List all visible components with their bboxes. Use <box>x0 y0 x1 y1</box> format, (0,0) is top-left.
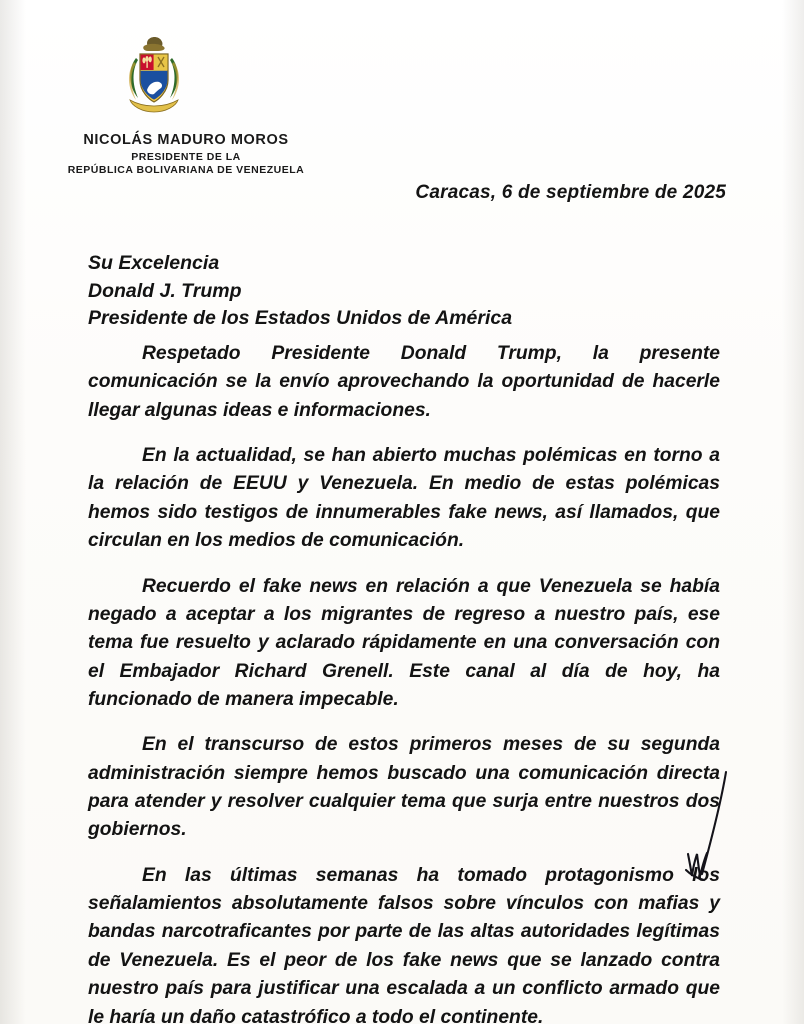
addressee-honorific: Su Excelencia <box>88 252 220 274</box>
letterhead-role: PRESIDENTE DE LA <box>131 150 241 163</box>
body-paragraph: En la actualidad, se han abierto muchas polémicas en torno a la relación de EEUU y Venezuela. En medio de estas polémicas hemos sido testigos de innumerables fake news, así llamados, que circulan en los medios de comunicación. <box>88 445 720 552</box>
body-paragraph: En el transcurso de estos primeros meses de su segunda administración siempre hemos buscado una comunicación directa para atender y resolver cualquier tema que surja entre nuestros dos gobiernos. <box>88 734 720 841</box>
addressee-name: Donald J. Trump <box>88 279 242 302</box>
letterhead-text <box>56 132 316 177</box>
body-paragraph: Recuerdo el fake news en relación a que Venezuela se había negado a aceptar a los migrantes de regreso a nuestro país, ese tema fue resuelto y aclarado rápidamente en una conversación con el Embajador Richard Grenell. Este canal al día de hoy, ha funcionado de manera impecable. <box>88 575 720 710</box>
letterhead <box>56 34 376 177</box>
letter-body <box>88 340 720 1032</box>
body-paragraph: En las últimas semanas ha tomado protagonismo los señalamientos absolutamente falsos sobre vínculos con mafias y bandas narcotraficantes por parte de las altas autoridades legítimas de Venezuela. Es el peor de los fake news que se lanzado contra nuestro país para justificar una escalada a un conflicto armado que le haría un daño catastrófico a todo el continente. <box>88 864 720 1028</box>
addressee-block <box>88 250 512 333</box>
addressee-title: Presidente de los Estados Unidos de América <box>88 307 513 330</box>
coat-of-arms-icon <box>118 34 190 120</box>
body-paragraph: Respetado Presidente Donald Trump, la presente comunicación se la envío aprovechando la oportunidad de hacerle llegar algunas ideas e informaciones. <box>88 343 720 421</box>
letterhead-country: REPÚBLICA BOLIVARIANA DE VENEZUELA <box>67 164 305 177</box>
dateline: Caracas, 6 de septiembre de 2025 <box>415 182 726 203</box>
letterhead-name: NICOLÁS MADURO MOROS <box>83 132 289 148</box>
